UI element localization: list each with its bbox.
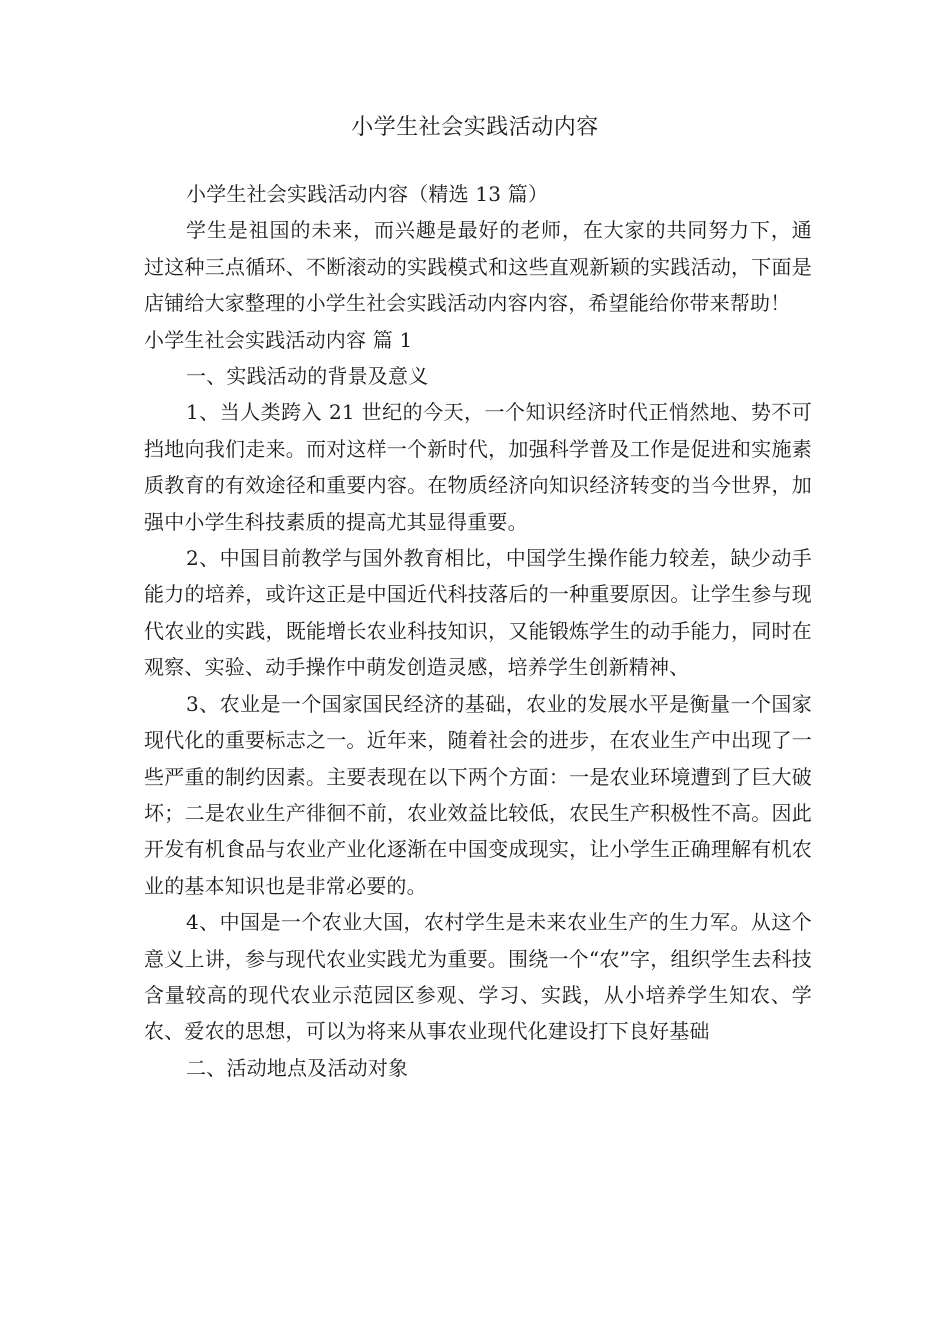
paragraph-2: 2、中国目前教学与国外教育相比，中国学生操作能力较差，缺少动手能力的培养，或许这正是中国近代科技落后的一种重要原因。让学生参与现代农业的实践，既能增长农业科技知识，又能锻炼学生的动手能力，同时在观察、实验、动手操作中萌发创造灵感，培养学生创新精神、 — [144, 546, 812, 680]
document-title: 小学生社会实践活动内容 — [351, 115, 599, 140]
document-body — [144, 176, 812, 1086]
paragraph-3: 3、农业是一个国家国民经济的基础，农业的发展水平是衡量一个国家现代化的重要标志之一。近年来，随着社会的进步，在农业生产中出现了一些严重的制约因素。主要表现在以下两个方面：一是农业环境遭到了巨大破坏；二是农业生产徘徊不前，农业效益比较低，农民生产积极性不高。因此开发有机食品与农业产业化逐渐在中国变成现实，让小学生正确理解有机农业的基本知识也是非常必要的。 — [144, 691, 812, 898]
document-subtitle: 小学生社会实践活动内容（精选 13 篇） — [186, 182, 549, 206]
paragraph-4: 4、中国是一个农业大国，农村学生是未来农业生产的生力军。从这个意义上讲，参与现代农业实践尤为重要。围绕一个“农”字，组织学生去科技含量较高的现代农业示范园区参观、学习、实践，从小培养学生知农、学农、爱农的思想，可以为将来从事农业现代化建设打下良好基础 — [144, 910, 812, 1044]
part-heading-background: 一、实践活动的背景及意义 — [186, 364, 429, 389]
part-heading-location: 二、活动地点及活动对象 — [186, 1055, 409, 1080]
paragraph-1: 1、当人类跨入 21 世纪的今天，一个知识经济时代正悄然地、势不可挡地向我们走来。而对这样一个新时代，加强科学普及工作是促进和实施素质教育的有效途径和重要内容。在物质经济向知识经济转变的当今世界，加强中小学生科技素质的提高尤其显得重要。 — [144, 400, 812, 534]
section-heading: 小学生社会实践活动内容 篇 1 — [144, 327, 413, 352]
intro-paragraph: 学生是祖国的未来，而兴趣是最好的老师，在大家的共同努力下，通过这种三点循环、不断滚动的实践模式和这些直观新颖的实践活动，下面是店铺给大家整理的小学生社会实践活动内容内容，希望能给你带来帮助！ — [144, 218, 812, 316]
